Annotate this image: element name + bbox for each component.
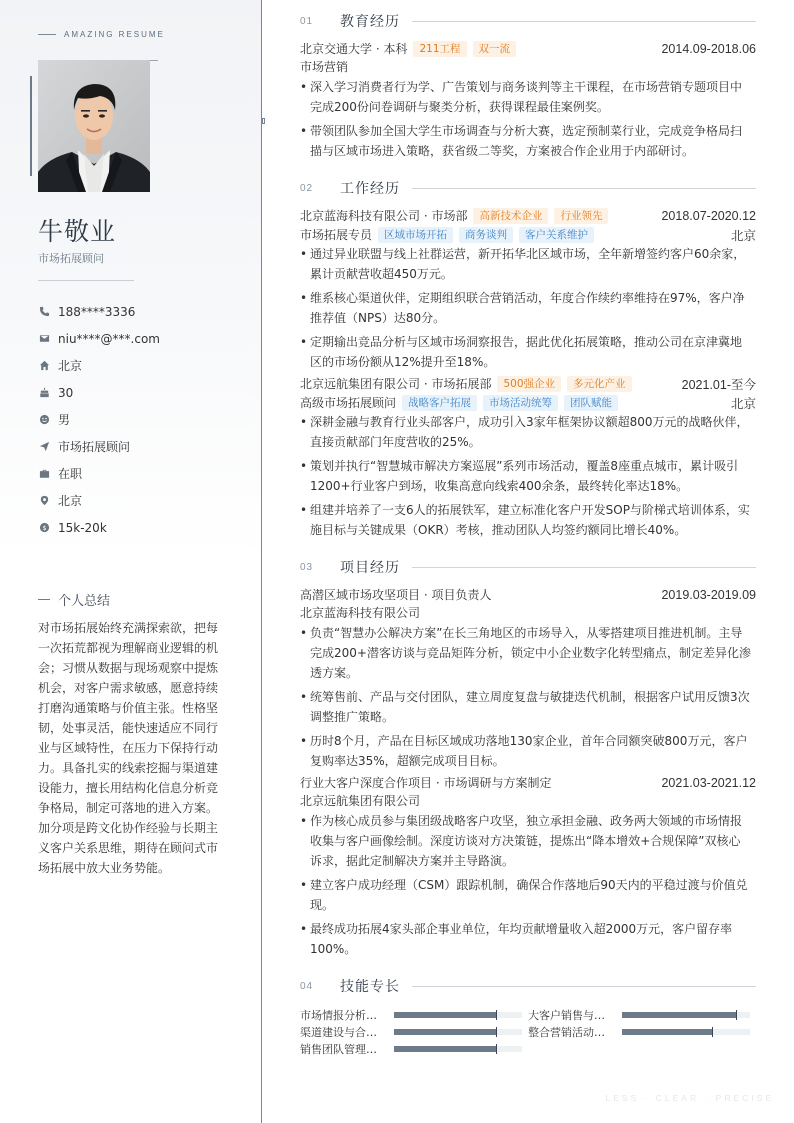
role-tag: 区域市场开拓	[378, 227, 453, 243]
skill-fill	[394, 1029, 496, 1035]
skill-fill	[622, 1029, 712, 1035]
section-education	[300, 11, 756, 31]
location-icon	[38, 495, 50, 507]
work-role-row	[300, 393, 756, 412]
skill-item	[528, 1024, 756, 1040]
summary-heading-text: 个人总结	[58, 594, 111, 609]
company-name: 北京远航集团有限公司 · 市场拓展部	[300, 377, 492, 391]
skill-name: 渠道建设与合…	[300, 1025, 377, 1039]
work-entry	[300, 374, 756, 544]
work-header	[300, 374, 756, 393]
info-status	[38, 460, 248, 487]
list-item: • 统筹售前、产品与交付团队，建立周度复盘与敏捷迭代机制，根据客户试用反馈3次调整推广策略。	[300, 687, 756, 727]
skill-fill	[394, 1012, 496, 1018]
project-date: 2019.03-2019.09	[661, 587, 756, 602]
candidate-title: 市场拓展顾问	[38, 252, 104, 265]
section-work	[300, 178, 756, 198]
project-entry	[300, 773, 756, 963]
project-name: 高潜区域市场攻坚项目 · 项目负责人	[300, 588, 492, 602]
avatar	[38, 60, 150, 192]
skill-name: 整合营销活动…	[528, 1025, 605, 1039]
title-divider	[38, 280, 134, 281]
smile-icon	[38, 414, 50, 426]
role-tag: 市场活动统筹	[483, 395, 558, 411]
list-item: • 带领团队参加全国大学生市场调查与分析大赛，选定预制菜行业，完成竞争格局扫描与区域市场进入策略，获省级二等奖，方案被合作企业用于内部研讨。	[300, 121, 756, 161]
section-rule	[412, 986, 756, 987]
work-city: 北京	[730, 228, 756, 243]
brand-text: AMAZING RESUME	[64, 30, 165, 39]
skill-item	[528, 1007, 756, 1023]
info-text: niu****@***.com	[58, 331, 160, 346]
info-text: 30	[58, 385, 74, 400]
info-text: 在职	[58, 467, 83, 481]
work-date: 2018.07-2020.12	[661, 208, 756, 223]
info-location	[38, 487, 248, 514]
skill-name: 销售团队管理…	[300, 1042, 377, 1056]
section-rule	[412, 188, 756, 189]
project-header	[300, 585, 756, 604]
summary-text: 对市场拓展始终充满探索欲，把每一次拓荒都视为理解商业逻辑的机会；习惯从数据与现场观察中提炼机会，对客户需求敏感，愿意持续打磨沟通策略与价值主张。性格坚韧，处事灵活，能快速适应不同行业与区域特性，在压力下保持行动力。具备扎实的线索挖掘与渠道建设能力，擅长用结构化信息分析竞争格局，制定可落地的进入方案。加分项是跨文化协作经验与长期主义客户关系思维，期待在顾问式市场拓展中放大业务势能。	[38, 621, 219, 875]
list-item: • 深入学习消费者行为学、广告策划与商务谈判等主干课程，在市场营销专题项目中完成200份问卷调研与聚类分析，获得课程最佳案例奖。	[300, 77, 756, 117]
profile-photo	[38, 60, 150, 192]
project-header	[300, 773, 756, 792]
footer-watermark: LESS · CLEAR · PRECISE	[605, 1093, 774, 1103]
role-tag: 团队赋能	[564, 395, 618, 411]
info-email	[38, 325, 248, 352]
section-title: 项目经历	[340, 560, 400, 576]
candidate-name: 牛敬业	[38, 217, 117, 246]
education-entry	[300, 39, 756, 165]
info-text: 北京	[58, 494, 83, 508]
school-tag: 双一流	[473, 41, 517, 57]
info-age	[38, 379, 248, 406]
section-number: 01	[300, 15, 314, 27]
info-text: 15k-20k	[58, 520, 107, 535]
education-date: 2014.09-2018.06	[661, 41, 756, 56]
info-text: 北京	[58, 359, 83, 373]
company-tag: 500强企业	[497, 376, 561, 392]
skill-bar	[394, 1029, 522, 1035]
skills-list	[300, 1006, 756, 1057]
info-home	[38, 352, 248, 379]
briefcase-icon	[38, 468, 50, 480]
list-item: • 最终成功拓展4家头部企事业单位，年均贡献增量收入超2000万元，客户留存率100%。	[300, 919, 756, 959]
list-item: • 维系核心渠道伙伴，定期组织联合营销活动，年度合作续约率维持在97%，客户净推荐值（NPS）达80分。	[300, 288, 756, 328]
info-text: 男	[58, 413, 71, 427]
list-item: • 策划并执行“智慧城市解决方案巡展”系列市场活动，覆盖8座重点城市，累计吸引1200+行业客户到场，收集高意向线索400余条，最终转化率达18%。	[300, 456, 756, 496]
info-position	[38, 433, 248, 460]
work-bullets	[300, 244, 756, 372]
section-skills	[300, 976, 756, 996]
section-projects	[300, 557, 756, 577]
list-item: • 定期输出竞品分析与区域市场洞察报告，据此优化拓展策略，推动公司在京津冀地区的市场份额从12%提升至18%。	[300, 332, 756, 372]
list-item: • 作为核心成员参与集团级战略客户攻坚，独立承担金融、政务两大领域的市场情报收集与客户画像绘制。深度访谈对方决策链，提炼出“降本增效+合规保障”双核心诉求，据此定制解决方案并主导路演。	[300, 811, 756, 871]
section-number: 03	[300, 561, 314, 573]
company-tag: 高新技术企业	[473, 208, 548, 224]
list-item: • 通过异业联盟与线上社群运营，新开拓华北区域市场，全年新增签约客户60余家，累计贡献营收超450万元。	[300, 244, 756, 284]
skill-bar	[394, 1012, 522, 1018]
cake-icon	[38, 387, 50, 399]
skill-item	[300, 1041, 530, 1057]
home-icon	[38, 360, 50, 372]
work-header	[300, 206, 756, 225]
section-title: 技能专长	[340, 979, 400, 995]
info-salary	[38, 514, 248, 541]
info-gender	[38, 406, 248, 433]
work-role: 市场拓展专员	[300, 228, 373, 242]
role-tag: 商务谈判	[459, 227, 513, 243]
skill-bar	[622, 1029, 750, 1035]
divider-marker	[262, 118, 265, 124]
company-tag: 行业领先	[554, 208, 608, 224]
list-item: • 深耕金融与教育行业头部客户，成功引入3家年框架协议额超800万元的战略伙伴，直接贡献部门年度营收的25%。	[300, 412, 756, 452]
section-title: 工作经历	[340, 181, 400, 197]
company-name: 北京蓝海科技有限公司 · 市场部	[300, 209, 468, 223]
project-bullets	[300, 811, 756, 959]
project-bullets	[300, 623, 756, 771]
project-name: 行业大客户深度合作项目 · 市场调研与方案制定	[300, 776, 552, 790]
education-bullets	[300, 77, 756, 161]
role-tag: 战略客户拓展	[402, 395, 477, 411]
svg-text:$: $	[41, 523, 47, 532]
work-city: 北京	[730, 396, 756, 411]
mail-icon	[38, 333, 50, 345]
section-title: 教育经历	[340, 14, 400, 30]
skill-name: 市场情报分析…	[300, 1008, 377, 1022]
section-number: 04	[300, 980, 314, 992]
work-role: 高级市场拓展顾问	[300, 396, 397, 410]
project-org: 北京蓝海科技有限公司	[300, 606, 421, 620]
list-item: • 建立客户成功经理（CSM）跟踪机制，确保合作落地后90天内的平稳过渡与价值兑现。	[300, 875, 756, 915]
photo-accent-tick	[150, 60, 158, 61]
project-date: 2021.03-2021.12	[661, 775, 756, 790]
school-name: 北京交通大学 · 本科	[300, 42, 408, 56]
section-rule	[412, 567, 756, 568]
skill-fill	[622, 1012, 736, 1018]
list-item: • 组建并培养了一支6人的拓展铁军，建立标准化客户开发SOP与阶梯式培训体系，实施目标与关键成果（OKR）考核，推动团队人均签约额同比增长40%。	[300, 500, 756, 540]
skill-fill	[394, 1046, 496, 1052]
section-rule	[412, 21, 756, 22]
project-org: 北京远航集团有限公司	[300, 794, 421, 808]
info-phone	[38, 298, 248, 325]
education-major: 市场营销	[300, 60, 349, 74]
list-item: • 负责“智慧办公解决方案”在长三角地区的市场导入，从零搭建项目推进机制。主导完成200+潜客访谈与竞品矩阵分析，锁定中小企业数字化转型痛点，制定差异化渗透方案。	[300, 623, 756, 683]
skill-name: 大客户销售与…	[528, 1008, 605, 1022]
skill-item	[300, 1024, 528, 1040]
company-tag: 多元化产业	[567, 376, 632, 392]
skill-item	[300, 1007, 528, 1023]
role-tag: 客户关系维护	[519, 227, 594, 243]
summary-heading	[38, 590, 110, 609]
education-header	[300, 39, 756, 58]
info-text: 市场拓展顾问	[58, 440, 131, 454]
photo-accent-bar	[30, 76, 32, 176]
summary-dash	[38, 599, 50, 600]
skill-bar	[622, 1012, 750, 1018]
work-bullets	[300, 412, 756, 540]
section-number: 02	[300, 182, 314, 194]
money-icon	[38, 522, 50, 534]
work-entry	[300, 206, 756, 376]
work-role-row	[300, 225, 756, 244]
info-text: 188****3336	[58, 304, 136, 319]
brand-rule	[38, 34, 56, 35]
project-entry	[300, 585, 756, 775]
phone-icon	[38, 306, 50, 318]
skill-bar	[394, 1046, 522, 1052]
school-tag: 211工程	[413, 41, 466, 57]
work-date: 2021.01-至今	[681, 377, 756, 392]
contact-info	[38, 298, 248, 541]
brand-label	[38, 30, 165, 39]
list-item: • 历时8个月，产品在目标区域成功落地130家企业，首年合同额突破800万元，客户复购率达35%，超额完成项目目标。	[300, 731, 756, 771]
send-icon	[38, 441, 50, 453]
